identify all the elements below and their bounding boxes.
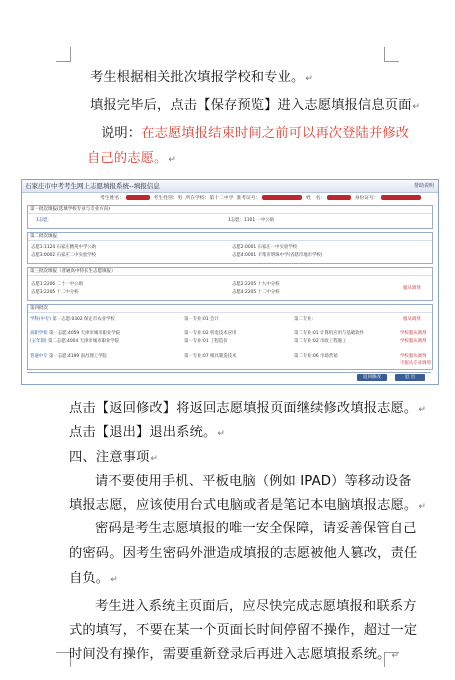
batch4-section: 第四批次 学科(中专) 第一志愿:0302 保定市农业学校 第一专业:01 会计 第二专业: 服从调剂 高职学校 第一志愿:4059 天津市城市职业学院 第一专业:02 机电技术应用 第二专业:01 计算机应用与基础软件 学校服从调剂 (五年制) 第二志愿:4004 天津市城市职业学院 第一专业:01 工程造价 第二专业:02 市政工程施工 学校服从调剂 普通中专 第一志愿:4199 南昌理工学院 第一专业:07 模具制造技术 第二专业:06 市场营销 学校服从调剂 不服从专业调剂 <box>27 304 433 370</box>
section-heading: 四、注意事项↵ <box>69 450 159 465</box>
paragraph-cont: 填报志愿，应该使用台式电脑或者是笔记本电脑填报志愿。↵ <box>69 498 426 513</box>
paragraph: 考生进入系统主页面后，应尽快完成志愿填报和联系方 <box>95 599 417 614</box>
adjust-link[interactable]: 服从调剂 <box>403 286 421 291</box>
redacted-block <box>327 195 351 200</box>
paragraph-cont: 自负。↵ <box>69 571 118 586</box>
batch3-section: 第三批次填报（普通高中特长生志愿填报） 志愿1:2206 二十一中公助 志愿3:2205 十二中分校 志愿2:2205 十九中分校 志愿4:2205 十二中分校 服从调剂 <box>27 267 433 301</box>
screenshot-titlebar: 石家庄市中考考生网上志愿填报系统--填报信息 帮助说明 <box>22 180 438 193</box>
batch4-row: 普通中专 第一志愿:4199 南昌理工学院 <box>30 354 107 359</box>
redacted-block <box>262 195 302 200</box>
batch4-row: (五年制) 第二志愿:4004 天津市城市职业学院 <box>30 339 120 344</box>
paragraph-cont: 式的填写，不要在某一个页面长时间停留不操作，超过一定 <box>69 623 418 638</box>
paragraph: 考生根据相关批次填报学校和专业。↵ <box>90 70 314 85</box>
paragraph-cont: 时间没有操作，需要重新登录后再进入志愿填报系统。↵ <box>69 647 400 662</box>
screenshot-button-bar <box>27 372 431 382</box>
batch1-section: 第一批次填报(选填学校专业与专业方向) 1志愿： 1志愿：1101 一中公助 <box>27 205 433 229</box>
note-paragraph: 说明：在志愿填报结束时间之前可以再次登陆并修改 <box>101 126 410 141</box>
paragraph: 点击【退出】退出系统。↵ <box>69 425 226 440</box>
paragraph: 请不要使用手机、平板电脑（例如 IPAD）等移动设备 <box>95 474 412 489</box>
return-modify-button[interactable]: 返回修改 <box>357 374 387 381</box>
paragraph: 密码是考生志愿填报的唯一安全保障，请妥善保管自己 <box>95 521 417 536</box>
note-paragraph-cont: 自己的志愿。↵ <box>87 151 177 166</box>
batch4-row: 学科(中专) 第一志愿:0302 保定市农业学校 <box>30 317 115 322</box>
exit-button[interactable]: 退 出 <box>395 374 425 381</box>
redacted-block <box>381 195 421 200</box>
paragraph: 点击【返回修改】将返回志愿填报页面继续修改填报志愿。↵ <box>69 401 426 416</box>
help-link: 帮助说明 <box>413 183 434 189</box>
batch4-row: 高职学校 第一志愿:4059 天津市城市职业学院 <box>30 331 121 336</box>
embedded-screenshot <box>21 179 439 385</box>
redacted-block <box>126 195 150 200</box>
crop-mark-top-right <box>384 47 399 62</box>
paragraph-cont: 的密码。因考生密码外泄造成填报的志愿被他人篡改，责任 <box>69 546 418 561</box>
batch2-section: 第二批次填报 志愿1:1124 石家庄精英中学公助 志愿3:0002 石家庄二中实验学校 志愿2:0001 石家庄一中实验学校 志愿4:0001 辛集市明珠中学(省辖市地市学校) <box>27 232 433 264</box>
student-info-row: 考生姓名： 考生性别：男 所在学校：第十二中学 准考证号： 姓 名： 身份证号： <box>22 193 438 205</box>
paragraph: 填报完毕后，点击【保存预览】进入志愿填报信息页面↵ <box>90 98 421 113</box>
crop-mark-top-left <box>56 47 71 62</box>
